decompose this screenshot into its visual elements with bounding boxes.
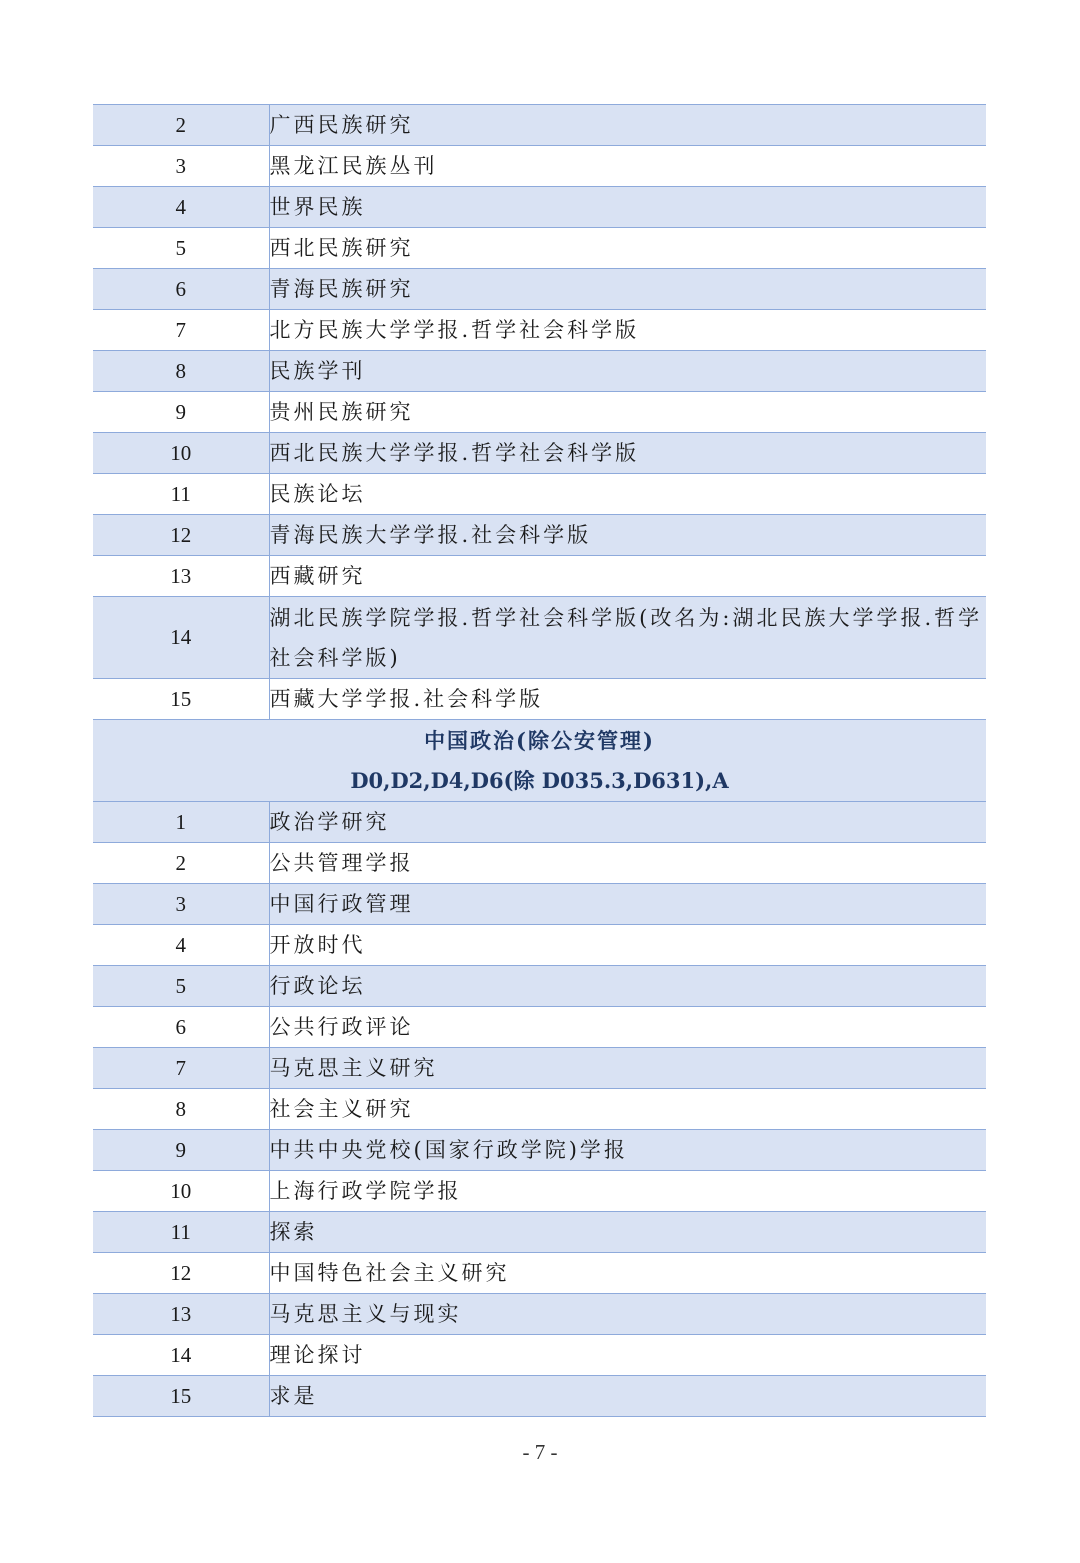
journal-name: 马克思主义与现实 <box>269 1294 986 1335</box>
table-row <box>93 269 986 310</box>
row-number: 12 <box>93 1253 269 1294</box>
table-row <box>93 433 986 474</box>
row-number: 4 <box>93 187 269 228</box>
journal-name: 探索 <box>269 1212 986 1253</box>
row-number: 10 <box>93 1171 269 1212</box>
table-row <box>93 310 986 351</box>
journal-name: 青海民族研究 <box>269 269 986 310</box>
row-number: 7 <box>93 310 269 351</box>
row-number: 10 <box>93 433 269 474</box>
table-row <box>93 597 986 679</box>
row-number: 2 <box>93 105 269 146</box>
table-row <box>93 679 986 720</box>
row-number: 1 <box>93 802 269 843</box>
journal-name: 政治学研究 <box>269 802 986 843</box>
table-row <box>93 802 986 843</box>
table-row <box>93 1130 986 1171</box>
table-row <box>93 1294 986 1335</box>
row-number: 7 <box>93 1048 269 1089</box>
journal-name: 社会主义研究 <box>269 1089 986 1130</box>
row-number: 12 <box>93 515 269 556</box>
journal-name: 开放时代 <box>269 925 986 966</box>
section-title: 中国政治(除公安管理) <box>424 727 655 753</box>
row-number: 3 <box>93 884 269 925</box>
table-row <box>93 146 986 187</box>
table-row <box>93 392 986 433</box>
journal-name: 求是 <box>269 1376 986 1417</box>
journal-name: 北方民族大学学报.哲学社会科学版 <box>269 310 986 351</box>
journal-name: 西藏大学学报.社会科学版 <box>269 679 986 720</box>
row-number: 13 <box>93 1294 269 1335</box>
journal-name: 马克思主义研究 <box>269 1048 986 1089</box>
table-row <box>93 1007 986 1048</box>
row-number: 15 <box>93 1376 269 1417</box>
row-number: 8 <box>93 1089 269 1130</box>
table-row <box>93 966 986 1007</box>
row-number: 14 <box>93 1335 269 1376</box>
section-header-row <box>93 720 986 802</box>
table-row <box>93 228 986 269</box>
journal-name: 民族学刊 <box>269 351 986 392</box>
journal-name: 西藏研究 <box>269 556 986 597</box>
row-number: 9 <box>93 392 269 433</box>
table-row <box>93 1089 986 1130</box>
page-number: - 7 - <box>522 1440 558 1464</box>
row-number: 2 <box>93 843 269 884</box>
row-number: 14 <box>93 597 269 679</box>
row-number: 8 <box>93 351 269 392</box>
row-number: 5 <box>93 966 269 1007</box>
journal-name: 湖北民族学院学报.哲学社会科学版(改名为:湖北民族大学学报.哲学社会科学版) <box>269 597 986 679</box>
row-number: 15 <box>93 679 269 720</box>
table-row <box>93 1048 986 1089</box>
journal-table <box>93 104 986 1417</box>
row-number: 6 <box>93 1007 269 1048</box>
journal-name: 青海民族大学学报.社会科学版 <box>269 515 986 556</box>
row-number: 11 <box>93 474 269 515</box>
table-row <box>93 515 986 556</box>
row-number: 5 <box>93 228 269 269</box>
table-body <box>93 105 986 1417</box>
row-number: 4 <box>93 925 269 966</box>
journal-name: 中国行政管理 <box>269 884 986 925</box>
table-row <box>93 1171 986 1212</box>
row-number: 9 <box>93 1130 269 1171</box>
row-number: 3 <box>93 146 269 187</box>
row-number: 6 <box>93 269 269 310</box>
journal-name: 上海行政学院学报 <box>269 1171 986 1212</box>
journal-name: 黑龙江民族丛刊 <box>269 146 986 187</box>
journal-name: 贵州民族研究 <box>269 392 986 433</box>
row-number: 11 <box>93 1212 269 1253</box>
table-row <box>93 1376 986 1417</box>
journal-name: 理论探讨 <box>269 1335 986 1376</box>
table-row <box>93 1335 986 1376</box>
journal-name: 民族论坛 <box>269 474 986 515</box>
table-row <box>93 1212 986 1253</box>
journal-name: 公共行政评论 <box>269 1007 986 1048</box>
journal-name: 公共管理学报 <box>269 843 986 884</box>
row-number: 13 <box>93 556 269 597</box>
table-row <box>93 843 986 884</box>
journal-name: 中共中央党校(国家行政学院)学报 <box>269 1130 986 1171</box>
section-header-cell <box>93 720 986 802</box>
journal-name: 广西民族研究 <box>269 105 986 146</box>
table-row <box>93 105 986 146</box>
table-row <box>93 1253 986 1294</box>
journal-name: 西北民族大学学报.哲学社会科学版 <box>269 433 986 474</box>
journal-name: 西北民族研究 <box>269 228 986 269</box>
journal-name: 中国特色社会主义研究 <box>269 1253 986 1294</box>
table-row <box>93 474 986 515</box>
table-row <box>93 556 986 597</box>
table-row <box>93 187 986 228</box>
journal-name: 行政论坛 <box>269 966 986 1007</box>
table-row <box>93 351 986 392</box>
table-row <box>93 925 986 966</box>
journal-name: 世界民族 <box>269 187 986 228</box>
table-row <box>93 884 986 925</box>
section-codes: D0,D2,D4,D6(除 D035.3,D631),A <box>350 767 729 793</box>
